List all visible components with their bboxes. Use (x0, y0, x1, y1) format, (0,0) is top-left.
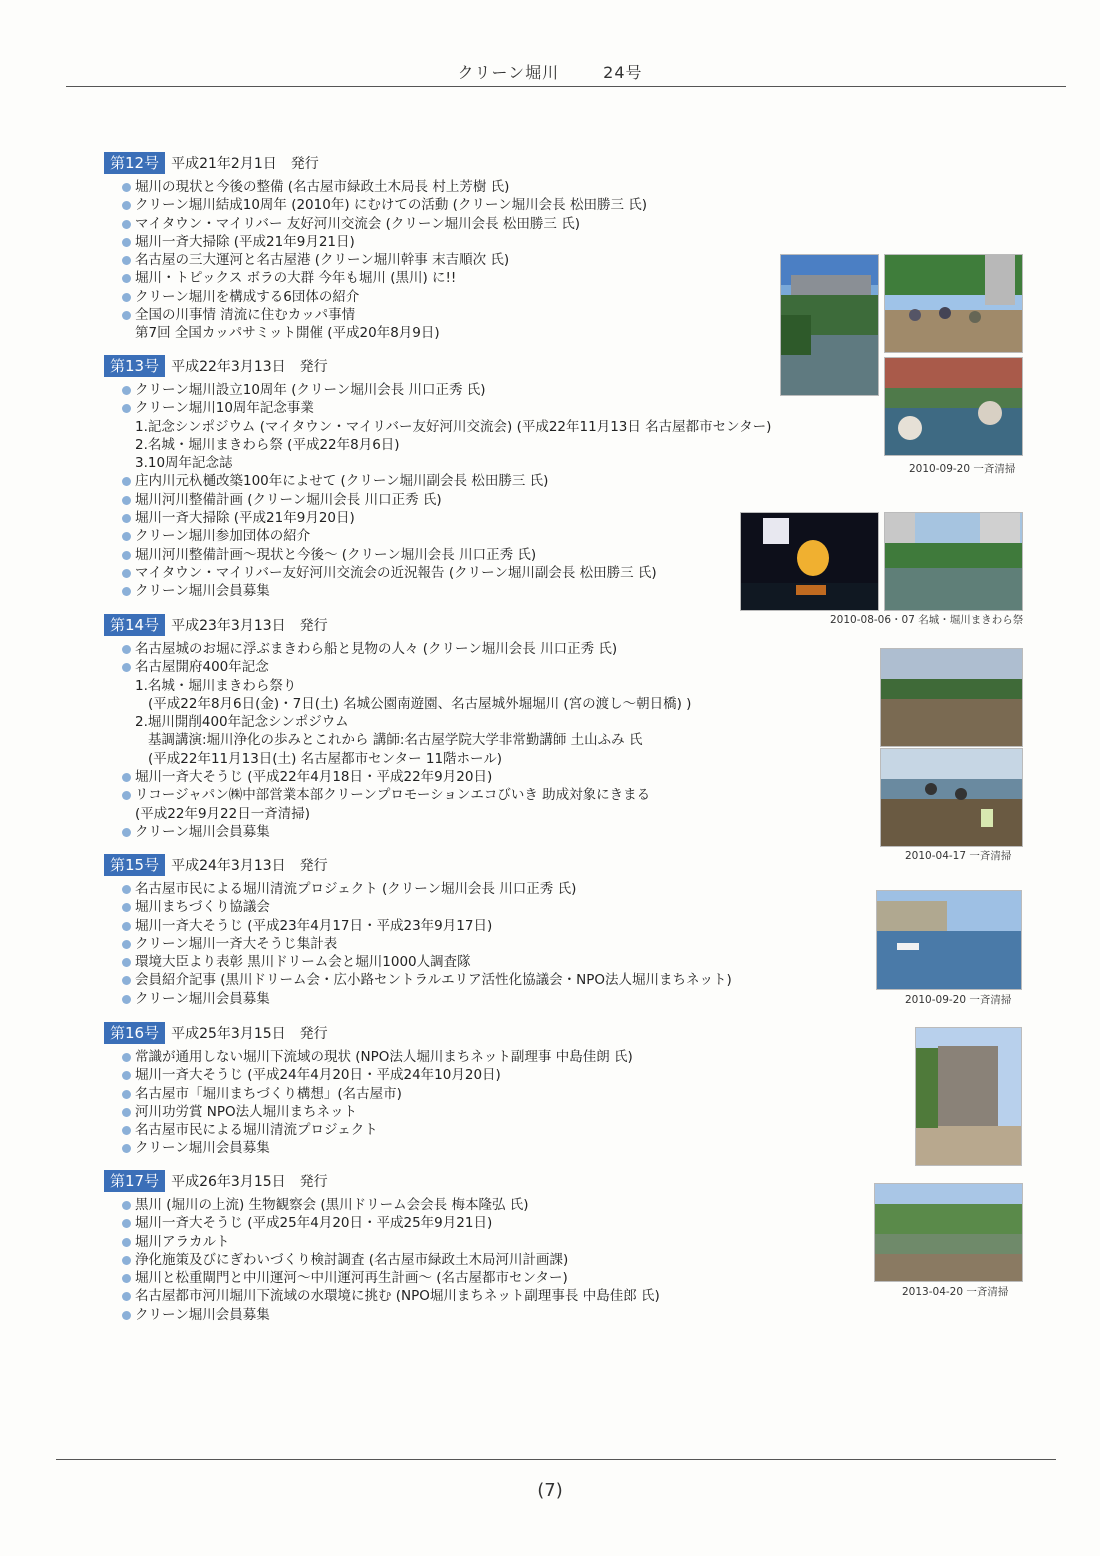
article-item: 2.堀川開削400年記念シンポジウム (135, 714, 349, 731)
article-item: 1.記念シンポジウム (マイタウン・マイリバー友好河川交流会) (平成22年11月13日 名古屋都市センター) (135, 418, 772, 435)
article-item: クリーン堀川会員募集 (122, 582, 771, 600)
article-item: 堀川一斉大掃除 (平成21年9月21日) (122, 233, 647, 251)
photo-makiwara-festival (740, 512, 879, 611)
issue-section (104, 854, 732, 1008)
article-item: 堀川と松重閘門と中川運河～中川運河再生計画～ (名古屋都市センター) (122, 1269, 660, 1287)
issue-date: 平成26年3月15日 発行 (171, 1174, 328, 1190)
article-item: クリーン堀川を構成する6団体の紹介 (122, 288, 647, 306)
article-item: 堀川まちづくり協議会 (122, 898, 732, 916)
article-item: 全国の川事情 清流に住むカッパ事情 (122, 306, 647, 324)
issue-badge: 第16号 (104, 1022, 165, 1044)
article-item: 名古屋市「堀川まちづくり構想」(名古屋市) (122, 1085, 633, 1103)
article-item: 名古屋城のお堀に浮ぶまきわら船と見物の人々 (クリーン堀川会長 川口正秀 氏) (122, 640, 691, 658)
photo-caption: 2010-04-17 一斉清掃 (905, 850, 1012, 862)
article-item: クリーン堀川設立10周年 (クリーン堀川会長 川口正秀 氏) (122, 381, 771, 399)
issue-badge: 第14号 (104, 614, 165, 636)
article-item: クリーン堀川結成10周年 (2010年) にむけての活動 (クリーン堀川会長 松田勝三 氏) (122, 196, 647, 214)
article-item: 黒川 (堀川の上流) 生物観察会 (黒川ドリーム会会長 梅本隆弘 氏) (122, 1196, 660, 1214)
issue-badge: 第12号 (104, 152, 165, 174)
article-item: 堀川・トピックス ボラの大群 今年も堀川 (黒川) に!! (122, 269, 647, 287)
article-item: 名古屋都市河川堀川下流域の水環境に挑む (NPO堀川まちネット副理事長 中島佳郎 氏) (122, 1287, 660, 1305)
photo-cleanup-crowd (884, 254, 1023, 353)
photo-caption: 2010-09-20 一斉清掃 (905, 994, 1012, 1006)
article-list (122, 1048, 633, 1158)
article-item: 堀川の現状と今後の整備 (名古屋市緑政土木局長 村上芳樹 氏) (122, 178, 647, 196)
article-item: 1.名城・堀川まきわら祭り (135, 677, 297, 694)
article-item: クリーン堀川一斉大そうじ集計表 (122, 935, 732, 953)
issue-badge: 第15号 (104, 854, 165, 876)
photo-caption: 2013-04-20 一斉清掃 (902, 1286, 1009, 1298)
article-item: 基調講演:堀川浄化の歩みとこれから 講師:名古屋学院大学非常勤講師 土山ふみ 氏 (148, 732, 643, 749)
newsletter-header (0, 60, 1100, 83)
article-list (122, 381, 771, 601)
article-item: 堀川一斉大そうじ (平成23年4月17日・平成23年9月17日) (122, 917, 732, 935)
article-item: クリーン堀川会員募集 (122, 1306, 660, 1324)
article-item: 堀川一斉大掃除 (平成21年9月20日) (122, 509, 771, 527)
article-item: (平成22年9月22日一斉清掃) (135, 805, 310, 822)
issue-section (104, 355, 771, 601)
article-item: リコージャパン㈱中部営業本部クリーンプロモーションエコびいき 助成対象にきまる (122, 786, 691, 804)
issue-date: 平成23年3月13日 発行 (171, 618, 328, 634)
article-item: マイタウン・マイリバー友好河川交流会の近況報告 (クリーン堀川副会長 松田勝三 氏) (122, 564, 771, 582)
article-item: クリーン堀川会員募集 (122, 823, 691, 841)
photo-boat-volunteers (884, 357, 1023, 456)
photo-canal-boats (884, 512, 1023, 611)
article-item: 堀川一斉大そうじ (平成22年4月18日・平成22年9月20日) (122, 768, 691, 786)
issue-section (104, 614, 691, 841)
article-item: クリーン堀川参加団体の紹介 (122, 527, 771, 545)
article-list (122, 640, 691, 841)
article-item: (平成22年11月13日(土) 名古屋都市センター 11階ホール) (148, 750, 503, 767)
photo-historic-building (915, 1027, 1022, 1166)
article-item: 河川功労賞 NPO法人堀川まちネット (122, 1103, 633, 1121)
article-item: 名古屋市民による堀川清流プロジェクト (122, 1121, 633, 1139)
article-list (122, 178, 647, 343)
photo-volunteers-bags (880, 748, 1023, 847)
article-item: 堀川河川整備計画 (クリーン堀川会長 川口正秀 氏) (122, 491, 771, 509)
article-list (122, 880, 732, 1008)
article-item: 堀川一斉大そうじ (平成25年4月20日・平成25年9月21日) (122, 1214, 660, 1232)
article-item: クリーン堀川会員募集 (122, 1139, 633, 1157)
article-item: 第7回 全国カッパサミット開催 (平成20年8月9日) (135, 325, 440, 342)
issue-date: 平成24年3月13日 発行 (171, 858, 328, 874)
article-item: 庄内川元杁樋改築100年によせて (クリーン堀川副会長 松田勝三 氏) (122, 472, 771, 490)
article-item: クリーン堀川会員募集 (122, 990, 732, 1008)
header-rule (66, 86, 1066, 87)
section-header (104, 614, 691, 636)
section-header (104, 1170, 660, 1192)
page-number: (7) (537, 1480, 563, 1501)
photo-riverside-walk (874, 1183, 1023, 1282)
issue-number: 24号 (603, 63, 643, 82)
issue-date: 平成21年2月1日 発行 (171, 156, 319, 172)
article-item: 名古屋市民による堀川清流プロジェクト (クリーン堀川会長 川口正秀 氏) (122, 880, 732, 898)
article-item: マイタウン・マイリバー 友好河川交流会 (クリーン堀川会長 松田勝三 氏) (122, 215, 647, 233)
article-list (122, 1196, 660, 1324)
article-item: 堀川アラカルト (122, 1233, 660, 1251)
article-item: クリーン堀川10周年記念事業 (122, 399, 771, 417)
article-item: (平成22年8月6日(金)・7日(土) 名城公園南遊園、名古屋城外堀堀川 (宮の渡し～朝日橋) ) (148, 695, 692, 712)
photo-caption: 2010-09-20 一斉清掃 (909, 463, 1016, 475)
article-item: 3.10周年記念誌 (135, 455, 233, 472)
section-header (104, 152, 647, 174)
issue-badge: 第13号 (104, 355, 165, 377)
article-item: 堀川河川整備計画～現状と今後～ (クリーン堀川会長 川口正秀 氏) (122, 546, 771, 564)
article-item: 常識が通用しない堀川下流域の現状 (NPO法人堀川まちネット副理事 中島佳朗 氏) (122, 1048, 633, 1066)
photo-caption: 2010-08-06・07 名城・堀川まきわら祭 (830, 614, 1024, 626)
article-item: 環境大臣より表彰 黒川ドリーム会と堀川1000人調査隊 (122, 953, 732, 971)
issue-date: 平成25年3月15日 発行 (171, 1026, 328, 1042)
photo-riverbank-cleanup (880, 648, 1023, 747)
issue-section (104, 1022, 633, 1158)
issue-badge: 第17号 (104, 1170, 165, 1192)
article-item: 浄化施策及びにぎわいづくり検討調査 (名古屋市緑政土木局河川計画課) (122, 1251, 660, 1269)
article-item: 堀川一斉大そうじ (平成24年4月20日・平成24年10月20日) (122, 1066, 633, 1084)
issue-date: 平成22年3月13日 発行 (171, 359, 328, 375)
article-item: 名古屋開府400年記念 (122, 658, 691, 676)
section-header (104, 854, 732, 876)
issue-section (104, 152, 647, 343)
article-item: 2.名城・堀川まきわら祭 (平成22年8月6日) (135, 436, 400, 453)
newsletter-title: クリーン堀川 (457, 63, 560, 82)
article-item: 会員紹介記事 (黒川ドリーム会・広小路セントラルエリア活性化協議会・NPO法人堀川まちネット) (122, 971, 732, 989)
section-header (104, 1022, 633, 1044)
section-header (104, 355, 771, 377)
issue-section (104, 1170, 660, 1324)
article-item: 名古屋の三大運河と名古屋港 (クリーン堀川幹事 末吉順次 氏) (122, 251, 647, 269)
photo-river-boat (876, 890, 1022, 990)
photo-river-bridge (780, 254, 879, 396)
footer-rule (56, 1459, 1056, 1460)
